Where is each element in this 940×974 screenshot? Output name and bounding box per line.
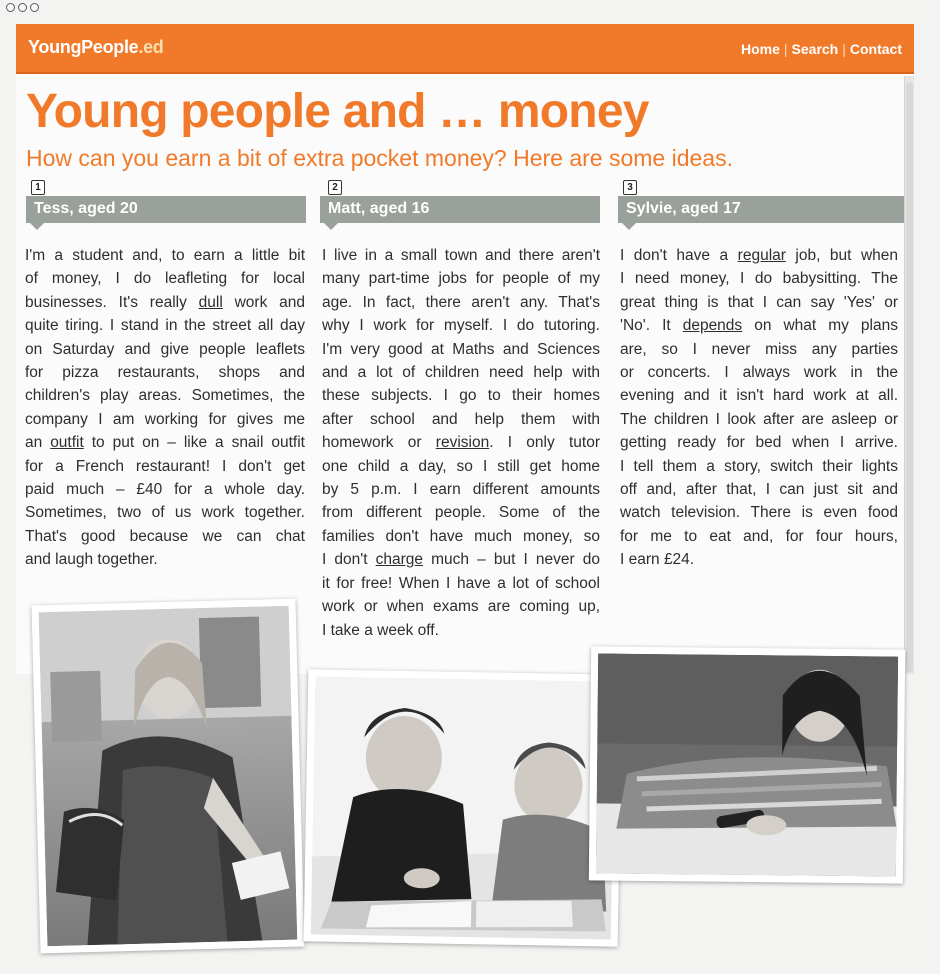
top-navigation [741, 41, 902, 57]
nav-contact-link[interactable]: Contact [849, 41, 902, 57]
text-line: 'No'. It depends on what my plans [620, 317, 898, 335]
text-line: I take a week off. [322, 621, 439, 639]
text-line: or concerts. I always work in the [620, 364, 898, 382]
girl-with-leaflets-photo [31, 599, 304, 954]
text-line: getting ready for bed when I arrive. [620, 434, 898, 452]
text-line: why I work for myself. I do tutoring. [322, 317, 600, 335]
logo-main: YoungPeople [28, 37, 139, 57]
text-line: an outfit to put on – like a snail outfit [25, 434, 305, 452]
text-line: I tell them a story, switch their lights [620, 457, 898, 475]
nav-search-link[interactable]: Search [791, 41, 839, 57]
text-line: these subjects. I go to their homes [322, 387, 600, 405]
text-line: I'm a student and, to earn a little bit [25, 247, 305, 264]
vocabulary-word: outfit [50, 434, 84, 452]
text-line: That's good because we can chat [25, 527, 305, 545]
boys-studying-image [311, 676, 615, 939]
girl-with-leaflets-image [39, 606, 298, 946]
nav-separator: | [783, 41, 788, 57]
text-line: and a lot of children need help with [322, 364, 600, 382]
profile-1-heading: Tess, aged 20 [26, 196, 306, 223]
text-line: evening and it isn't hard work at all. [620, 387, 898, 405]
text-line: of money, I do leafleting for local [25, 270, 305, 288]
text-line: quite tiring. I stand in the street all day [25, 317, 305, 335]
window-controls [6, 3, 39, 12]
article-subtitle: How can you earn a bit of extra pocket money? Here are some ideas. [26, 145, 733, 171]
profile-3-heading: Sylvie, aged 17 [618, 196, 904, 223]
text-line: paid much – £40 for a whole day. [25, 481, 305, 499]
text-line: watch television. There is even food [620, 504, 898, 522]
text-line: great thing is that I can say 'Yes' or [620, 293, 898, 311]
text-line: for a French restaurant! I don't get [25, 457, 305, 475]
text-line: The children I look after are asleep or [620, 410, 898, 428]
profile-3-number-badge: 3 [623, 180, 637, 195]
scrollbar-thumb[interactable] [906, 82, 913, 672]
window-minimize-dot[interactable] [18, 3, 27, 12]
text-line: Sometimes, two of us work together. [25, 504, 305, 522]
text-line: I need money, I do babysitting. The [620, 270, 898, 288]
text-line: for pizza restaurants, shops and [25, 364, 305, 382]
text-line: are, so I never miss any parties [620, 340, 898, 358]
profile-3-text [620, 244, 898, 572]
text-line: work or when exams are coming up, [322, 598, 600, 616]
text-line: from different people. Some of the [322, 504, 600, 522]
girl-on-sofa-photo [589, 646, 905, 883]
text-line: I don't charge much – but I never do [322, 551, 600, 569]
text-line: one child a day, so I still get home [322, 457, 600, 475]
vocabulary-word: depends [682, 317, 743, 335]
logo-suffix: .ed [138, 37, 164, 57]
vocabulary-word: revision [435, 434, 490, 452]
vocabulary-word: charge [375, 551, 424, 569]
profile-2-heading: Matt, aged 16 [320, 196, 600, 223]
text-line: and laugh together. [25, 551, 158, 569]
text-line: businesses. It's really dull work and [25, 293, 306, 311]
text-line: I don't have a regular job, but when [620, 247, 899, 264]
nav-home-link[interactable]: Home [740, 41, 780, 57]
boys-studying-photo [304, 669, 623, 946]
text-line: families don't have much money, so [322, 527, 600, 545]
text-line: homework or revision. I only tutor [322, 434, 600, 452]
profile-1-text [25, 244, 305, 572]
text-line: it for free! When I have a lot of school [322, 574, 600, 592]
text-line: company I am working for gives me [25, 410, 305, 428]
window-close-dot[interactable] [6, 3, 15, 12]
text-line: after school and help them with [322, 410, 600, 428]
text-line: I earn £24. [620, 551, 695, 569]
text-line: for me to eat and, for four hours, [620, 527, 898, 545]
text-line: I'm very good at Maths and Sciences [322, 340, 600, 358]
text-line: by 5 p.m. I earn different amounts [322, 481, 600, 499]
text-line: off and, after that, I can just sit and [620, 481, 898, 499]
girl-on-sofa-image [596, 653, 898, 876]
page-scrollbar[interactable] [904, 76, 914, 674]
profile-2-text [322, 244, 600, 642]
site-header [16, 24, 914, 74]
text-line: on Saturday and give people leaflets [25, 340, 305, 358]
vocabulary-word: regular [737, 247, 786, 264]
nav-separator: | [842, 41, 846, 57]
vocabulary-word: dull [198, 293, 223, 311]
text-line: many part-time jobs for people of my [322, 270, 600, 288]
text-line: age. In fact, there aren't any. That's [322, 293, 600, 311]
text-line: children's play areas. Sometimes, the [25, 387, 305, 405]
window-maximize-dot[interactable] [30, 3, 39, 12]
profile-1-number-badge: 1 [31, 180, 45, 195]
text-line: I live in a small town and there aren't [322, 247, 600, 264]
article-title: Young people and … money [26, 85, 649, 138]
site-logo[interactable] [28, 37, 163, 58]
profile-2-number-badge: 2 [328, 180, 342, 195]
